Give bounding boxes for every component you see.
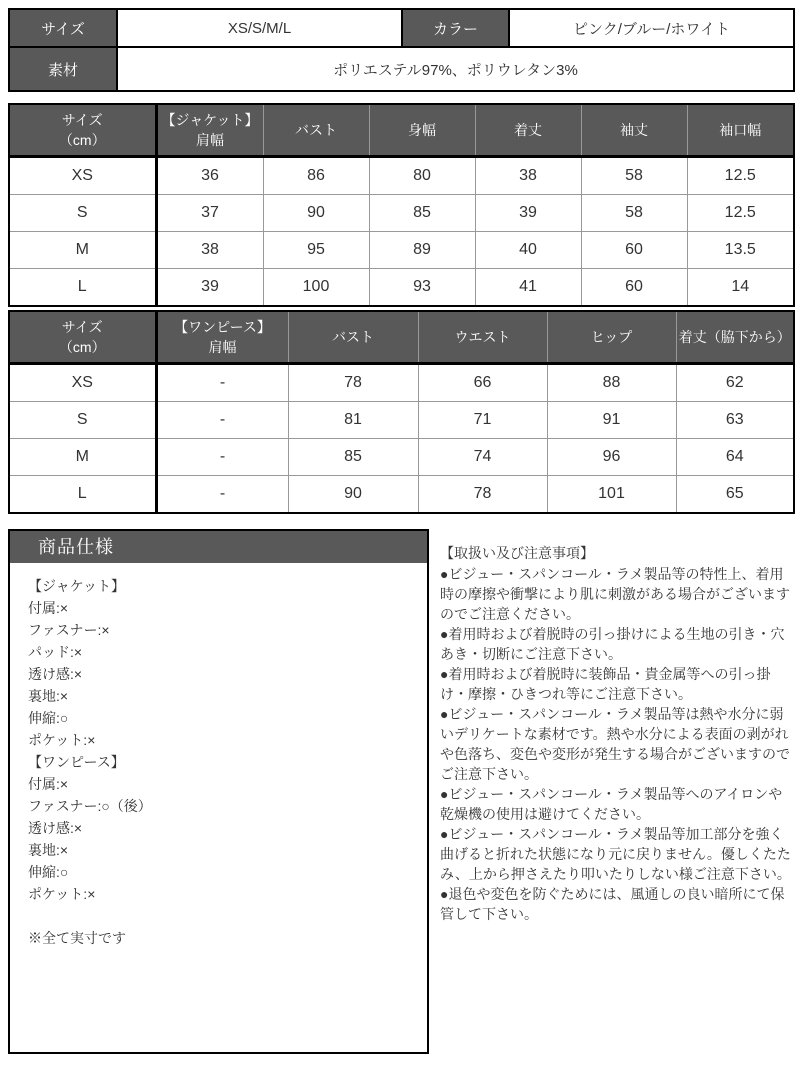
measure-cell: 39 [156, 269, 263, 307]
measure-cell: 85 [288, 439, 418, 476]
column-header: 着丈 [475, 104, 581, 157]
measure-cell: 38 [475, 157, 581, 195]
spec-line: 付属:× [28, 600, 69, 616]
product-info-table [8, 8, 795, 92]
jacket-size-table [8, 103, 795, 307]
header-line: サイズ [61, 111, 103, 128]
spec-line: ポケット:× [28, 732, 96, 748]
measure-cell: 58 [581, 195, 687, 232]
spec-note: ※全て実寸です [28, 930, 126, 946]
table-row [9, 402, 794, 439]
measure-cell: 95 [263, 232, 369, 269]
table-row [9, 269, 794, 307]
spec-line: 【ジャケット】 [28, 578, 126, 594]
spec-line: ポケット:× [28, 886, 96, 902]
material-label-cell: 素材 [9, 47, 117, 91]
measure-cell: 86 [263, 157, 369, 195]
spec-line: 付属:× [28, 776, 69, 792]
spec-line: ファスナー:○（後） [28, 798, 152, 814]
measure-cell: 89 [369, 232, 475, 269]
measure-cell: 63 [676, 402, 794, 439]
table-row [9, 476, 794, 514]
table-row [9, 195, 794, 232]
measure-cell: 81 [288, 402, 418, 439]
header-line: （cm） [58, 132, 106, 148]
header-line: （cm） [58, 339, 106, 355]
notice-item: ●ビジュー・スパンコール・ラメ製品等へのアイロンや乾燥機の使用は避けてください。 [440, 786, 783, 822]
measure-cell: 64 [676, 439, 794, 476]
measure-cell: 36 [156, 157, 263, 195]
table-row [9, 9, 794, 47]
dress-size-table [8, 310, 795, 514]
column-header-size [9, 104, 156, 157]
table-header-row [9, 104, 794, 157]
measure-cell: 12.5 [687, 157, 794, 195]
measure-cell: 58 [581, 157, 687, 195]
column-header-size [9, 311, 156, 364]
table-row [9, 439, 794, 476]
table-header-row [9, 311, 794, 364]
spec-line: 伸縮:○ [28, 864, 69, 880]
color-value-cell: ピンク/ブルー/ホワイト [509, 9, 794, 47]
size-name-cell: L [9, 476, 156, 514]
handling-notice [440, 543, 796, 924]
size-label-cell: サイズ [9, 9, 117, 47]
size-name-cell: S [9, 402, 156, 439]
notice-title: 【取扱い及び注意事項】 [440, 545, 594, 561]
measure-cell: 12.5 [687, 195, 794, 232]
header-line: 【ワンピース】 [174, 318, 271, 335]
table-row [9, 364, 794, 402]
size-name-cell: M [9, 439, 156, 476]
column-header-shoulder [156, 104, 263, 157]
table-row [9, 157, 794, 195]
column-header: バスト [263, 104, 369, 157]
header-line: 肩幅 [196, 132, 224, 148]
measure-cell: 74 [418, 439, 547, 476]
notice-item: ●着用時および着脱時の引っ掛けによる生地の引き・穴あき・切断にご注意下さい。 [440, 626, 785, 662]
size-name-cell: XS [9, 157, 156, 195]
column-header: 身幅 [369, 104, 475, 157]
measure-cell: - [156, 364, 288, 402]
measure-cell: 39 [475, 195, 581, 232]
spec-line: 伸縮:○ [28, 710, 69, 726]
size-name-cell: M [9, 232, 156, 269]
measure-cell: 14 [687, 269, 794, 307]
measure-cell: 60 [581, 269, 687, 307]
measure-cell: 13.5 [687, 232, 794, 269]
size-name-cell: S [9, 195, 156, 232]
measure-cell: 88 [547, 364, 676, 402]
spec-box-title: 商品仕様 [10, 531, 427, 563]
measure-cell: 93 [369, 269, 475, 307]
notice-item: ●退色や変色を防ぐためには、風通しの良い暗所にて保管して下さい。 [440, 886, 785, 922]
measure-cell: 100 [263, 269, 369, 307]
measure-cell: 85 [369, 195, 475, 232]
product-spec-box [8, 529, 429, 1054]
header-line: 肩幅 [208, 339, 237, 355]
spec-line: 透け感:× [28, 666, 83, 682]
measure-cell: 71 [418, 402, 547, 439]
header-line: サイズ [61, 318, 103, 335]
spec-line: パッド:× [28, 644, 83, 660]
measure-cell: - [156, 439, 288, 476]
table-row [9, 232, 794, 269]
table-row [9, 47, 794, 91]
notice-item: ●ビジュー・スパンコール・ラメ製品等は熱や水分に弱いデリケートな素材です。熱や水分による表面の剥がれや色落ち、変色や変形が発生する場合がございますのでご注意下さい。 [440, 706, 790, 782]
measure-cell: 40 [475, 232, 581, 269]
spec-line: 裏地:× [28, 688, 69, 704]
measure-cell: 65 [676, 476, 794, 514]
measure-cell: 66 [418, 364, 547, 402]
measure-cell: 78 [418, 476, 547, 514]
header-line: 【ジャケット】 [161, 111, 259, 128]
color-label-cell: カラー [402, 9, 509, 47]
column-header: 袖口幅 [687, 104, 794, 157]
measure-cell: 78 [288, 364, 418, 402]
measure-cell: 101 [547, 476, 676, 514]
measure-cell: 90 [288, 476, 418, 514]
column-header: 着丈（脇下から） [676, 311, 794, 364]
measure-cell: 37 [156, 195, 263, 232]
measure-cell: 62 [676, 364, 794, 402]
measure-cell: 90 [263, 195, 369, 232]
spec-line: 【ワンピース】 [28, 754, 125, 770]
spec-line: 透け感:× [28, 820, 83, 836]
notice-item: ●ビジュー・スパンコール・ラメ製品等の特性上、着用時の摩擦や衝撃により肌に刺激がある場合がございますのでご注意ください。 [440, 566, 790, 622]
measure-cell: 60 [581, 232, 687, 269]
column-header: ウエスト [418, 311, 547, 364]
notice-item: ●ビジュー・スパンコール・ラメ製品等加工部分を強く曲げると折れた状態になり元に戻りません。優しくたたみ、上から押さえたり叩いたりしない様ご注意下さい。 [440, 826, 791, 882]
column-header: バスト [288, 311, 418, 364]
notice-item: ●着用時および着脱時に装飾品・貴金属等への引っ掛け・摩擦・ひきつれ等にご注意下さい。 [440, 666, 771, 702]
column-header-shoulder [156, 311, 288, 364]
spec-line: ファスナー:× [28, 622, 110, 638]
size-name-cell: XS [9, 364, 156, 402]
measure-cell: 41 [475, 269, 581, 307]
measure-cell: 96 [547, 439, 676, 476]
measure-cell: 91 [547, 402, 676, 439]
measure-cell: - [156, 476, 288, 514]
measure-cell: - [156, 402, 288, 439]
spec-box-content [10, 563, 427, 961]
column-header: ヒップ [547, 311, 676, 364]
measure-cell: 80 [369, 157, 475, 195]
material-value-cell: ポリエステル97%、ポリウレタン3% [117, 47, 794, 91]
column-header: 袖丈 [581, 104, 687, 157]
size-value-cell: XS/S/M/L [117, 9, 402, 47]
size-name-cell: L [9, 269, 156, 307]
measure-cell: 38 [156, 232, 263, 269]
spec-line: 裏地:× [28, 842, 69, 858]
